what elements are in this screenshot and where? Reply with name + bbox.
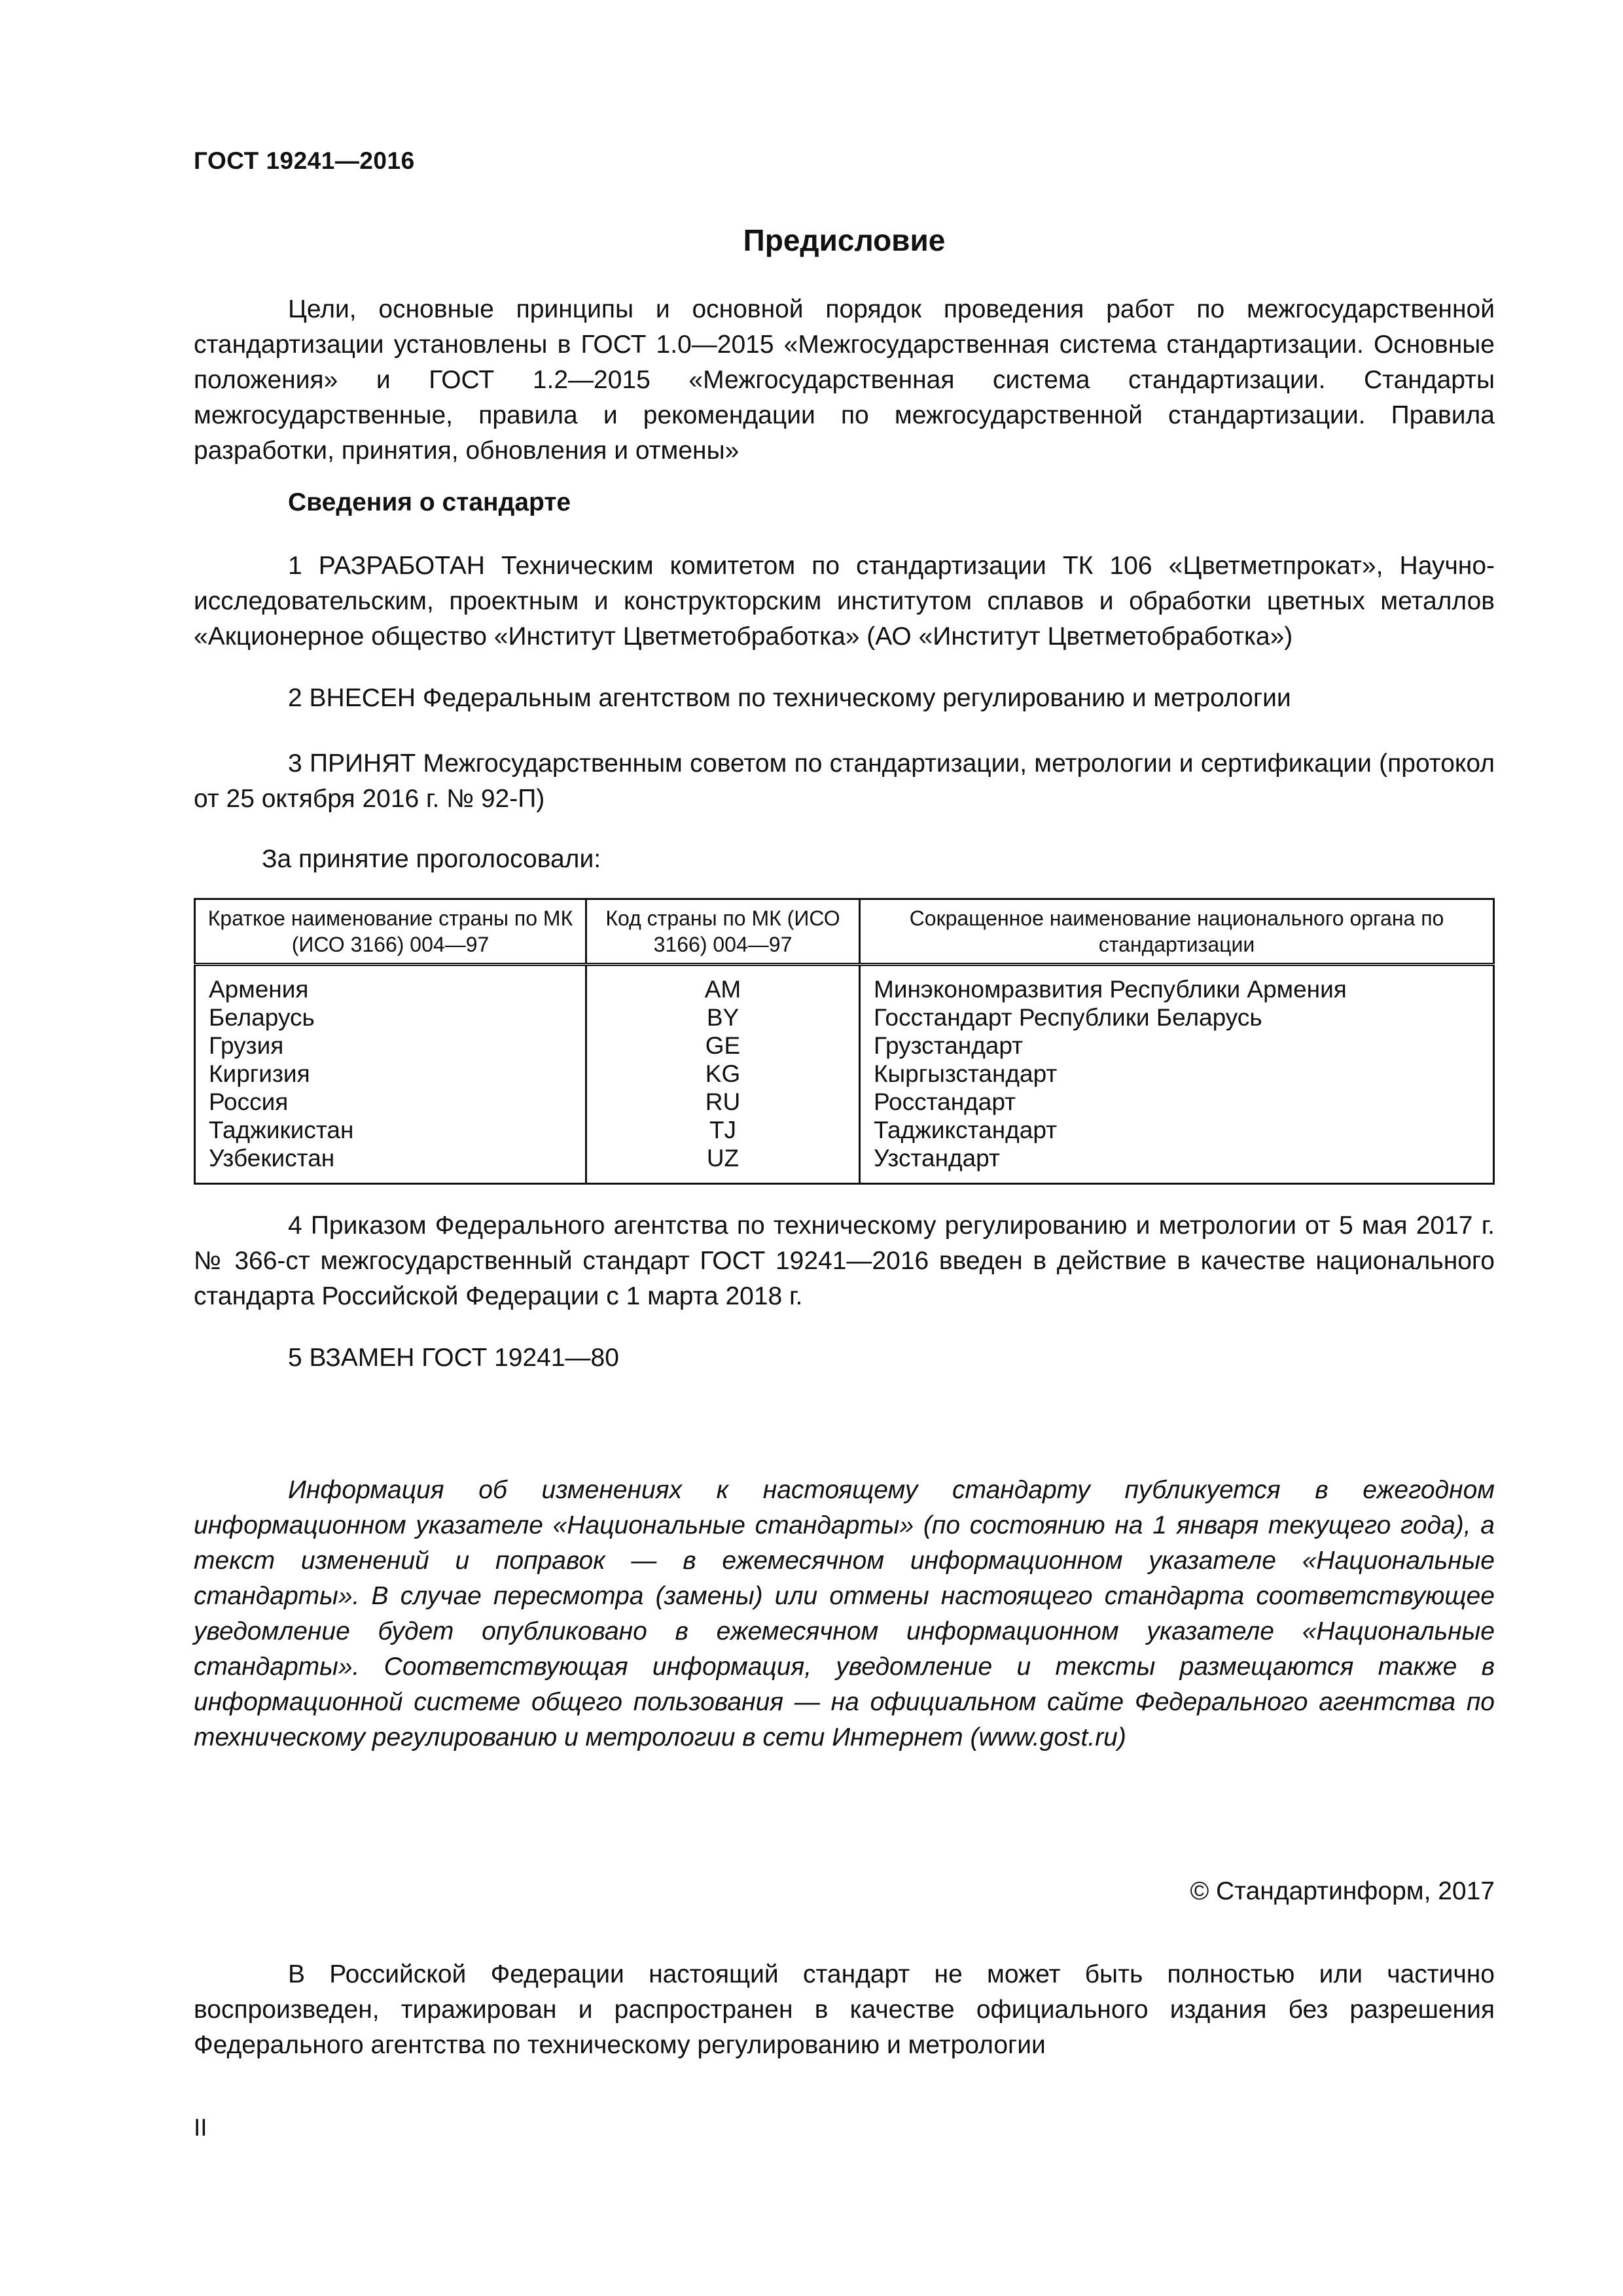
- page-number: II: [194, 2114, 207, 2141]
- copyright: © Стандартинформ, 2017: [1190, 1877, 1495, 1905]
- country-code: GE: [586, 1031, 860, 1060]
- country-code: KG: [586, 1060, 860, 1088]
- voted-label: За принятие проголосовали:: [262, 845, 601, 873]
- country-name: Киргизия: [195, 1060, 586, 1088]
- table-row: [195, 1003, 1494, 1031]
- header-standards-body: Сокращенное наименование национального органа по стандартизации: [860, 899, 1494, 965]
- table-row: [195, 1116, 1494, 1144]
- table-row: [195, 1144, 1494, 1184]
- standards-body: Госстандарт Республики Беларусь: [860, 1003, 1494, 1031]
- standards-body: Таджикстандарт: [860, 1116, 1494, 1144]
- country-name: Беларусь: [195, 1003, 586, 1031]
- legal-notice: В Российской Федерации настоящий стандарт не может быть полностью или частично воспроизведен, тиражирован и распространен в качестве официального издания без разрешения Федерального агентства по техническому регулированию и метрологии: [194, 1960, 1495, 2059]
- standards-body: Росстандарт: [860, 1088, 1494, 1116]
- page-title: Предисловие: [743, 223, 946, 257]
- country-name: Таджикистан: [195, 1116, 586, 1144]
- standards-body: Минэкономразвития Республики Армения: [860, 965, 1494, 1004]
- table-row: [195, 1088, 1494, 1116]
- standards-body: Кыргызстандарт: [860, 1060, 1494, 1088]
- changes-notice: Информация об изменениях к настоящему стандарту публикуется в ежегодном информационном указателе «Национальные стандарты» (по состоянию на 1 января текущего года), а текст изменений и поправок — в ежемесячном информационном указателе «Национальные стандарты». В случае пересмотра (замены) или отмены настоящего стандарта соответствующее уведомление будет опубликовано в ежемесячном информационном указателе «Национальные стандарты». Соответствующая информация, уведомление и тексты размещаются также в информационной системе общего пользования — на официальном сайте Федерального агентства по техническому регулированию и метрологии в сети Интернет (www.gost.ru): [194, 1476, 1495, 1751]
- country-code: BY: [586, 1003, 860, 1031]
- table-row: [195, 1031, 1494, 1060]
- table-row: [195, 965, 1494, 1004]
- country-name: Армения: [195, 965, 586, 1004]
- country-name: Узбекистан: [195, 1144, 586, 1184]
- item-introduced: 2 ВНЕСЕН Федеральным агентством по техническому регулированию и метрологии: [288, 684, 1291, 712]
- vote-table: [194, 898, 1495, 1185]
- country-name: Россия: [195, 1088, 586, 1116]
- item-replaces: 5 ВЗАМЕН ГОСТ 19241—80: [288, 1344, 619, 1372]
- country-name: Грузия: [195, 1031, 586, 1060]
- table-header-row: [195, 899, 1494, 965]
- country-code: AM: [586, 965, 860, 1004]
- country-code: UZ: [586, 1144, 860, 1184]
- standards-body: Грузстандарт: [860, 1031, 1494, 1060]
- item-enacted: 4 Приказом Федерального агентства по техническому регулированию и метрологии от 5 мая 2017 г. № 366-ст межгосударственный стандарт ГОСТ 19241—2016 введен в действие в качестве национального стандарта Российской Федерации с 1 марта 2018 г.: [194, 1211, 1495, 1310]
- intro-paragraph: Цели, основные принципы и основной порядок проведения работ по межгосударственной стандартизации установлены в ГОСТ 1.0—2015 «Межгосударственная система стандартизации. Основные положения» и ГОСТ 1.2—2015 «Межгосударственная система стандартизации. Стандарты межгосударственные, правила и рекомендации по межгосударственной стандартизации. Правила разработки, принятия, обновления и отмены»: [194, 295, 1495, 465]
- standards-body: Узстандарт: [860, 1144, 1494, 1184]
- header-country-code: Код страны по МК (ИСО 3166) 004—97: [586, 899, 860, 965]
- item-adopted: 3 ПРИНЯТ Межгосударственным советом по стандартизации, метрологии и сертификации (протокол от 25 октября 2016 г. № 92-П): [194, 749, 1495, 813]
- country-code: TJ: [586, 1116, 860, 1144]
- item-developed: 1 РАЗРАБОТАН Техническим комитетом по стандартизации ТК 106 «Цветметпрокат», Научно-исследовательским, проектным и конструкторским институтом сплавов и обработки цветных металлов «Акционерное общество «Институт Цветметобработка» (АО «Институт Цветметобработка»): [194, 552, 1495, 651]
- section-heading: Сведения о стандарте: [288, 488, 571, 516]
- table-row: [195, 1060, 1494, 1088]
- country-code: RU: [586, 1088, 860, 1116]
- header-country-name: Краткое наименование страны по МК (ИСО 3166) 004—97: [195, 899, 586, 965]
- document-code: ГОСТ 19241—2016: [194, 147, 415, 174]
